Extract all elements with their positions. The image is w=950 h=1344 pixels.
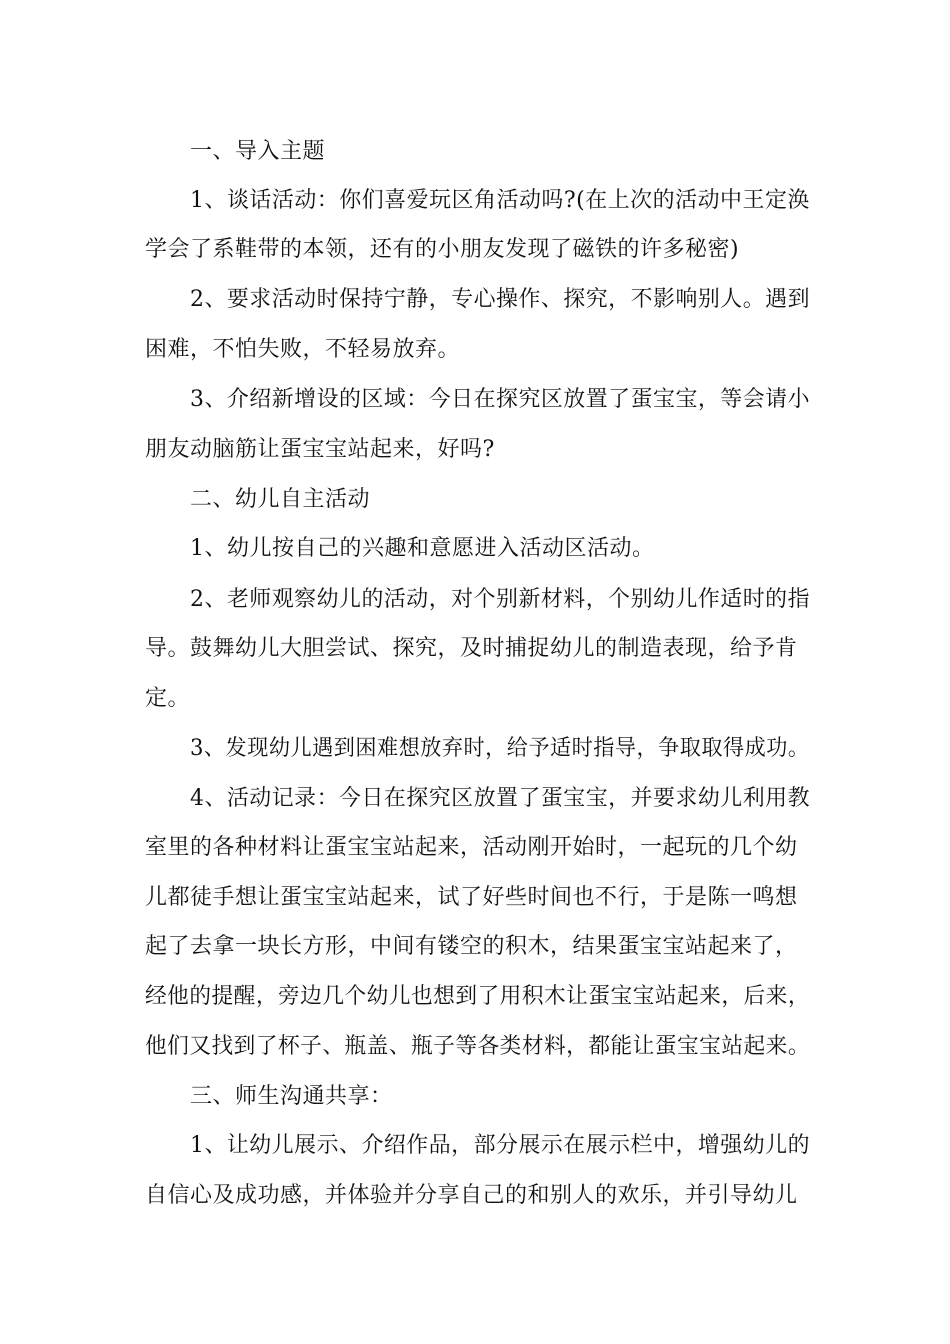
paragraph-line: 3、介绍新增设的区域：今日在探究区放置了蛋宝宝，等会请小 <box>190 387 811 412</box>
paragraph-line: 3、发现幼儿遇到困难想放弃时，给予适时指导，争取取得成功。 <box>190 736 810 761</box>
paragraph-line: 他们又找到了杯子、瓶盖、瓶子等各类材料，都能让蛋宝宝站起来。 <box>145 1034 811 1059</box>
section-heading-3: 三、师生沟通共享： <box>190 1084 393 1109</box>
paragraph-line: 1、让幼儿展示、介绍作品，部分展示在展示栏中，增强幼儿的 <box>190 1133 811 1158</box>
section-heading-2: 二、幼儿自主活动 <box>190 487 371 512</box>
paragraph-line: 经他的提醒，旁边几个幼儿也想到了用积木让蛋宝宝站起来，后来， <box>145 984 811 1009</box>
paragraph-line: 自信心及成功感，并体验并分享自己的和别人的欢乐，并引导幼儿 <box>145 1183 798 1208</box>
paragraph-line: 4、活动记录：今日在探究区放置了蛋宝宝，并要求幼儿利用教 <box>190 786 811 811</box>
paragraph-line: 2、要求活动时保持宁静，专心操作、探究，不影响别人。遇到 <box>190 287 811 312</box>
paragraph-line: 定。 <box>145 686 191 711</box>
paragraph-line: 朋友动脑筋让蛋宝宝站起来，好吗? <box>145 437 495 462</box>
paragraph-line: 1、谈话活动：你们喜爱玩区角活动吗?(在上次的活动中王定涣 <box>190 188 810 213</box>
section-heading-1: 一、导入主题 <box>190 139 326 164</box>
paragraph-line: 导。鼓舞幼儿大胆尝试、探究，及时捕捉幼儿的制造表现，给予肯 <box>145 636 798 661</box>
paragraph-line: 1、幼儿按自己的兴趣和意愿进入活动区活动。 <box>190 536 655 561</box>
paragraph-line: 学会了系鞋带的本领，还有的小朋友发现了磁铁的许多秘密) <box>145 237 740 262</box>
paragraph-line: 2、老师观察幼儿的活动，对个别新材料，个别幼儿作适时的指 <box>190 587 811 612</box>
paragraph-line: 室里的各种材料让蛋宝宝站起来，活动刚开始时，一起玩的几个幼 <box>145 835 798 860</box>
paragraph-line: 起了去拿一块长方形，中间有镂空的积木，结果蛋宝宝站起来了， <box>145 934 798 959</box>
paragraph-line: 儿都徒手想让蛋宝宝站起来，试了好些时间也不行，于是陈一鸣想 <box>145 885 798 910</box>
paragraph-line: 困难，不怕失败，不轻易放弃。 <box>145 337 461 362</box>
